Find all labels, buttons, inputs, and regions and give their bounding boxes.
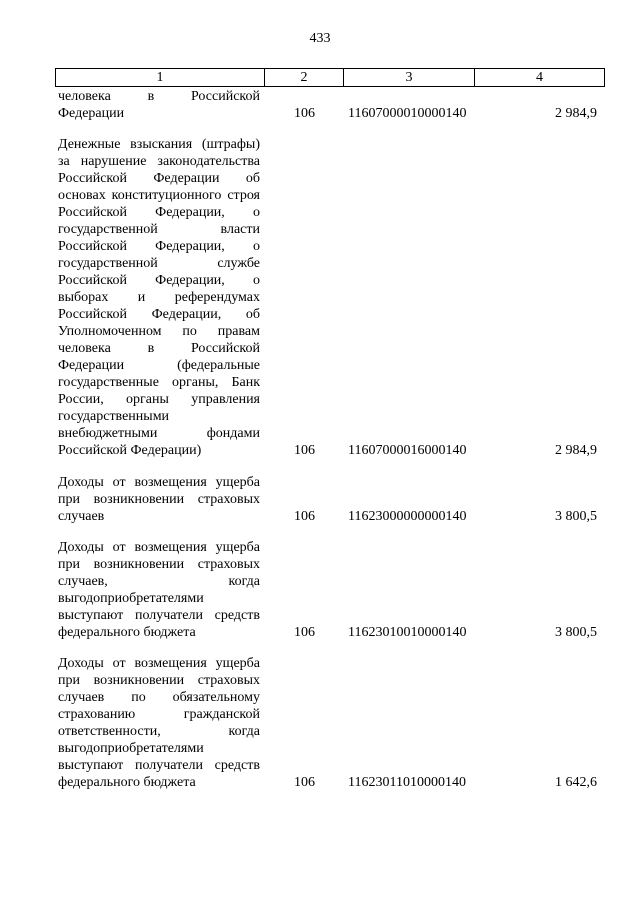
row-description: Денежные взыскания (штрафы) за нарушение законодательства Российской Федерации об основах конституционного строя Российской Федерации, о государственной власти Российской Федерации, о государственной службе Российской Федерации, о выборах и референдумах Российской Федерации, об Уполномоченном по правам человека в Российской Федерации (федеральные государственные органы, Банк России, органы управления государственными внебюджетными фондами Российской Федерации) [58, 137, 260, 458]
row-description: человека в Российской Федерации [58, 89, 260, 121]
table-row [58, 655, 603, 791]
page-number: 433 [309, 31, 331, 46]
row-code: 11623000000000140 [348, 509, 467, 524]
row-code: 11607000010000140 [348, 106, 467, 121]
row-amount: 3 800,5 [555, 509, 597, 524]
row-col2-value: 106 [294, 443, 315, 458]
row-amount: 2 984,9 [555, 443, 597, 458]
column-header-2: 2 [265, 69, 344, 87]
row-col2-value: 106 [294, 509, 315, 524]
table-row [58, 88, 603, 122]
table-row [58, 136, 603, 459]
column-header-4: 4 [475, 69, 605, 87]
table-row [58, 474, 603, 525]
table-header [55, 68, 605, 87]
table-row [58, 539, 603, 641]
table-body [58, 88, 603, 791]
row-col2-value: 106 [294, 625, 315, 640]
row-amount: 1 642,6 [555, 775, 597, 790]
row-description: Доходы от возмещения ущерба при возникновении страховых случаев [58, 475, 260, 524]
row-col2-value: 106 [294, 106, 315, 121]
row-code: 11623011010000140 [348, 775, 466, 790]
column-header-1: 1 [56, 69, 265, 87]
row-description: Доходы от возмещения ущерба при возникновении страховых случаев, когда выгодоприобретателями выступают получатели средств федерального бюджета [58, 540, 260, 640]
row-col2-value: 106 [294, 775, 315, 790]
row-amount: 3 800,5 [555, 625, 597, 640]
row-code: 11623010010000140 [348, 625, 467, 640]
row-code: 11607000016000140 [348, 443, 467, 458]
row-description: Доходы от возмещения ущерба при возникновении страховых случаев по обязательному страхованию гражданской ответственности, когда выгодоприобретателями выступают получатели средств федерального бюджета [58, 656, 260, 790]
row-amount: 2 984,9 [555, 106, 597, 121]
column-header-3: 3 [344, 69, 475, 87]
